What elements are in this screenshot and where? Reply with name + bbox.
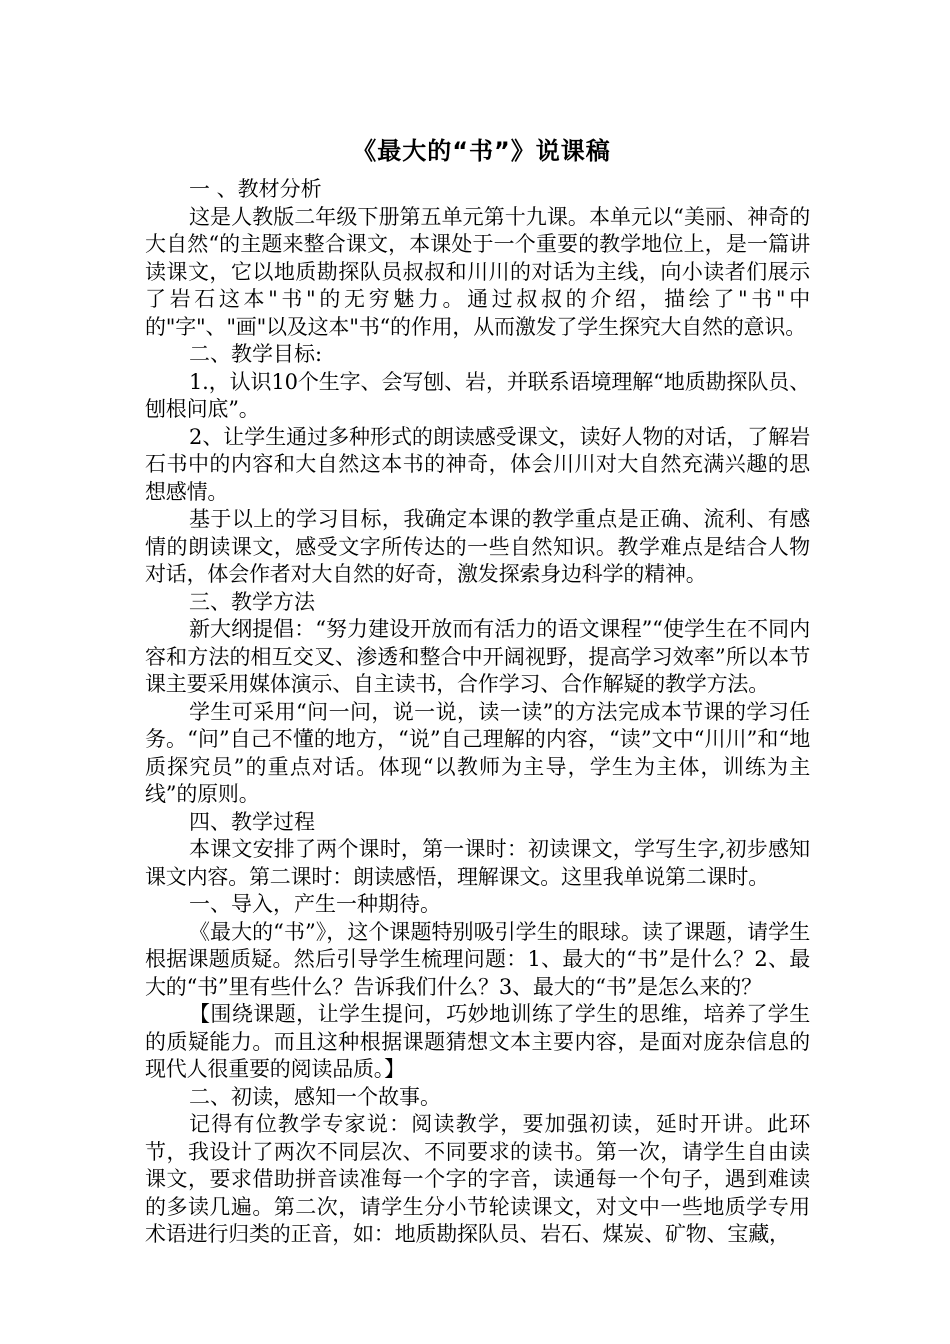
section-heading: 二、教学目标: bbox=[189, 342, 323, 366]
section-heading: 二、初读，感知一个故事。 bbox=[189, 1084, 441, 1109]
paragraph: 新大纲提倡：“努力建设开放而有活力的语文课程”“使学生在不同内容和方法的相互交叉、渗透和整合中开阔视野，提高学习效率”所以本节课主要采用媒体演示、自主读书，合作学习、合作解疑的教学方法。 bbox=[145, 617, 810, 696]
section-heading: 一、导入，产生一种期待。 bbox=[189, 892, 441, 916]
paragraph: 本课文安排了两个课时，第一课时：初读课文，学写生字,初步感知课文内容。第二课时：朗读感悟，理解课文。这里我单说第二课时。 bbox=[145, 837, 810, 889]
paragraph: 记得有位教学专家说：阅读教学，要加强初读，延时开讲。此环节，我设计了两次不同层次、不同要求的读书。第一次，请学生自由读课文，要求借助拼音读准每一个字的字音，读通每一个句子，遇到难读的多读几遍。第二次，请学生分小节轮读课文，对文中一些地质学专用术语进行归类的正音，如：地质勘探队员、岩石、煤炭、矿物、宝藏， bbox=[145, 1112, 810, 1246]
paragraph: 这是人教版二年级下册第五单元第十九课。本单元以“美丽、神奇的大自然“的主题来整合课文，本课处于一个重要的教学地位上，是一篇讲读课文，它以地质勘探队员叔叔和川川的对话为主线，向小读者们展示了岩石这本"书"的无穷魅力。通过叔叔的介绍，描绘了"书"中的"字"、"画"以及这本"书“的作用，从而激发了学生探究大自然的意识。 bbox=[145, 204, 810, 339]
paragraph: 学生可采用“问一问，说一说，读一读”的方法完成本节课的学习任务。“问”自己不懂的地方，“说”自己理解的内容，“读”文中“川川”和“地质探究员”的重点对话。体现“以教师为主导，学生为主体，训练为主线”的原则。 bbox=[145, 699, 810, 806]
document-title: 《最大的“书”》说课稿 bbox=[352, 137, 611, 165]
paragraph: 【围绕课题，让学生提问，巧妙地训练了学生的思维，培养了学生的质疑能力。而且这种根据课题猜想文本主要内容，是面对庞杂信息的现代人很重要的阅读品质。】 bbox=[145, 1002, 810, 1081]
document-body bbox=[145, 176, 810, 1249]
paragraph: 2、让学生通过多种形式的朗读感受课文，读好人物的对话，了解岩石书中的内容和大自然这本书的神奇，体会川川对大自然充满兴趣的思想感情。 bbox=[145, 424, 810, 504]
section-heading: 三、教学方法 bbox=[189, 589, 315, 614]
section-heading: 一 、教材分析 bbox=[189, 177, 322, 201]
paragraph: 《最大的“书”》，这个课题特别吸引学生的眼球。读了课题，请学生根据课题质疑。然后引导学生梳理问题：1、最大的“书”是什么？2、最大的“书”里有些什么？告诉我们什么？3、最大的“书”是怎么来的？ bbox=[145, 919, 810, 999]
document-page bbox=[145, 128, 810, 1249]
paragraph: 1.，认识10个生字、会写刨、岩，并联系语境理解“地质勘探队员、刨根问底”。 bbox=[145, 369, 810, 421]
paragraph: 基于以上的学习目标，我确定本课的教学重点是正确、流利、有感情的朗读课文，感受文字所传达的一些自然知识。教学难点是结合人物对话，体会作者对大自然的好奇，激发探索身边科学的精神。 bbox=[145, 507, 810, 586]
section-heading: 四、教学过程 bbox=[189, 809, 315, 834]
